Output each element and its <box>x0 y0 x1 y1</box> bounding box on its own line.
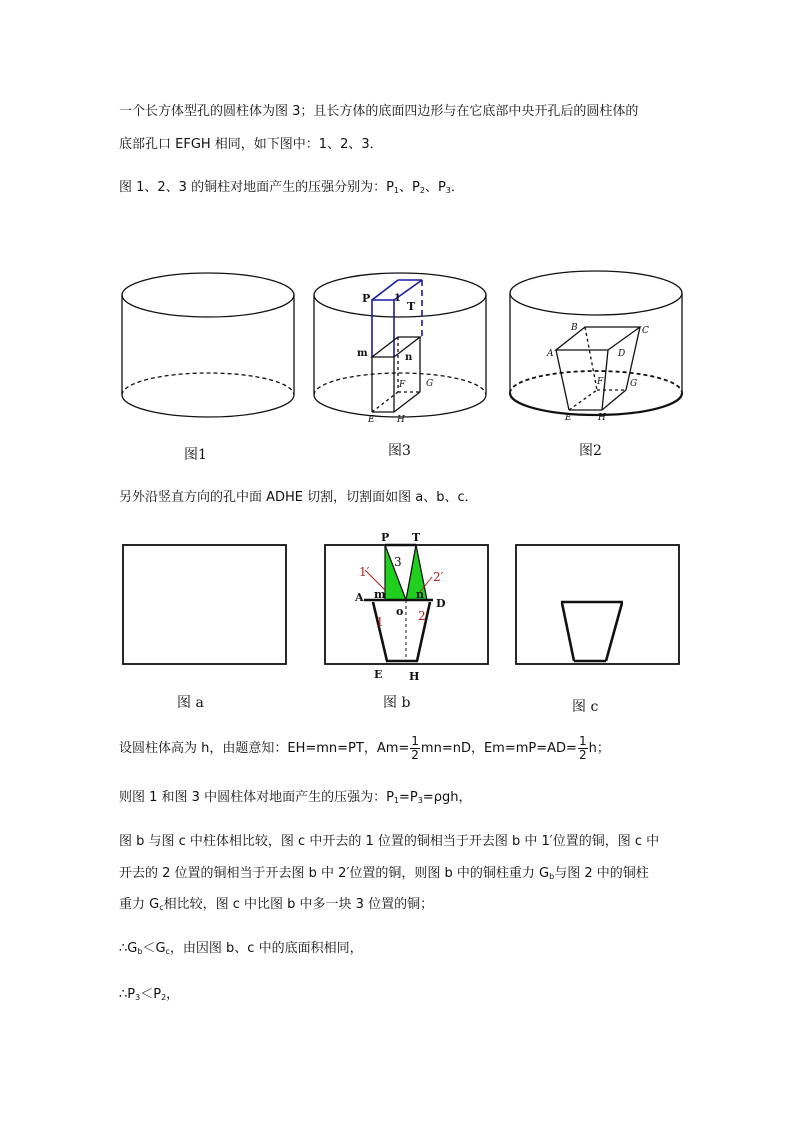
text-run: ∴G <box>119 941 138 956</box>
label-F: F <box>597 377 604 387</box>
label-n: n <box>405 352 413 363</box>
subscript: c <box>165 947 170 956</box>
pressure-equality-line <box>119 790 471 809</box>
label-T: T <box>407 300 416 313</box>
weight-conclusion-line <box>119 941 363 960</box>
label-1: 1 <box>394 293 401 304</box>
caption-figure-c: 图 c <box>572 699 599 715</box>
label-2: 2 <box>418 609 426 623</box>
label-G: G <box>426 379 434 389</box>
figure-1-cylinder <box>122 273 294 417</box>
text-run: 设圆柱体高为 h，由题意知：EH=mn=PT，Am= <box>119 741 410 756</box>
fraction-numerator: 1 <box>578 734 587 748</box>
fraction-numerator: 1 <box>411 734 419 748</box>
label-n: n <box>416 588 424 601</box>
intro-line-2: 底部孔口 EFGH 相同，如下图中：1、2、3． <box>119 137 383 152</box>
subscript: c <box>159 903 164 912</box>
subscript: b <box>137 947 143 956</box>
subscript: 3 <box>445 186 451 195</box>
label-D: D <box>436 597 446 610</box>
intro-line-1: 一个长方体型孔的圆柱体为图 3；且长方体的底面四边形与在它底部中央开孔后的圆柱体的 <box>119 104 639 119</box>
text-run: 相比较，图 c 中比图 b 中多一块 3 位置的铜； <box>163 897 434 912</box>
figure-c-section <box>516 545 679 664</box>
fraction-denominator: 2 <box>578 748 587 762</box>
figure-b-section <box>325 545 488 664</box>
fraction-denominator: 2 <box>411 748 419 762</box>
label-m: m <box>374 588 386 601</box>
label-2-prime: 2′ <box>433 570 444 584</box>
caption-figure-1: 图1 <box>184 447 207 463</box>
text-run: ＜P <box>140 987 162 1002</box>
comparison-line-1: 图 b 与图 c 中柱体相比较，图 c 中开去的 1 位置的铜相当于开去图 b 中 1′位置的铜，图 c 中 <box>119 834 660 849</box>
subscript: 2 <box>161 993 167 1002</box>
label-F: F <box>399 380 406 390</box>
pressure-conclusion-line <box>119 987 179 1006</box>
label-P: P <box>362 292 371 305</box>
subscript: 1 <box>393 186 400 195</box>
text-run: 开去的 2 位置的铜相当于开去图 b 中 2′位置的铜，则图 b 中的铜柱重力 G <box>119 866 550 881</box>
caption-figure-b: 图 b <box>383 695 411 711</box>
label-B: B <box>571 323 578 333</box>
fraction-one-half <box>578 735 588 762</box>
figure-3-labels <box>357 292 416 363</box>
caption-figure-a: 图 a <box>177 695 204 711</box>
subscript: b <box>549 872 555 881</box>
label-o: o <box>396 605 404 618</box>
label-E: E <box>565 413 572 423</box>
text-run: =P <box>399 790 418 805</box>
text-run: ， <box>166 987 180 1002</box>
text-run: ∴P <box>119 987 136 1002</box>
caption-figure-2: 图2 <box>579 443 602 459</box>
fraction-one-half <box>410 735 420 762</box>
comparison-line-3 <box>119 897 433 916</box>
label-1: 1 <box>376 615 384 629</box>
text-run: =ρgh， <box>422 790 472 805</box>
subscript: 1 <box>393 796 400 805</box>
figure-3-bottom-labels <box>367 379 433 425</box>
text-run: ，由因图 b、c 中的底面积相同， <box>169 941 363 956</box>
text-run: mn=nD，Em=mP=AD= <box>420 741 577 756</box>
height-assumption-line <box>119 733 610 765</box>
text-run: 重力 G <box>119 897 160 912</box>
text-run: h； <box>588 741 610 756</box>
text-run: ． <box>450 180 464 195</box>
label-H: H <box>409 670 420 683</box>
text-run: 则图 1 和图 3 中圆柱体对地面产生的压强为：P <box>119 790 394 805</box>
figure-a-section <box>123 545 286 664</box>
label-m: m <box>357 348 368 359</box>
label-A: A <box>355 591 364 604</box>
label-D: D <box>618 349 626 359</box>
label-H: H <box>397 415 405 425</box>
label-T: T <box>412 531 421 544</box>
label-1-prime: 1′ <box>359 565 370 579</box>
label-A: A <box>547 349 554 359</box>
text-run: 图 1、2、3 的铜柱对地面产生的压强分别为：P <box>119 180 394 195</box>
text-run: ＜G <box>142 941 166 956</box>
label-G: G <box>630 379 638 389</box>
text-run: 、P <box>424 180 446 195</box>
subscript: 3 <box>135 993 141 1002</box>
label-P: P <box>381 531 390 544</box>
label-C: C <box>642 326 649 336</box>
text-run: 与图 2 中的铜柱 <box>554 866 649 881</box>
comparison-line-2 <box>119 866 649 885</box>
subscript: 3 <box>417 796 423 805</box>
label-H: H <box>598 413 606 423</box>
label-E: E <box>374 668 383 681</box>
cut-description-line: 另外沿竖直方向的孔中面 ADHE 切割，切割面如图 a、b、c． <box>119 490 478 505</box>
subscript: 2 <box>419 186 425 195</box>
figure-2-cylinder-with-frustum <box>510 271 682 415</box>
text-run: 、P <box>399 180 420 195</box>
caption-figure-3: 图3 <box>388 443 411 459</box>
label-E: E <box>368 415 375 425</box>
label-3: 3 <box>394 555 402 569</box>
